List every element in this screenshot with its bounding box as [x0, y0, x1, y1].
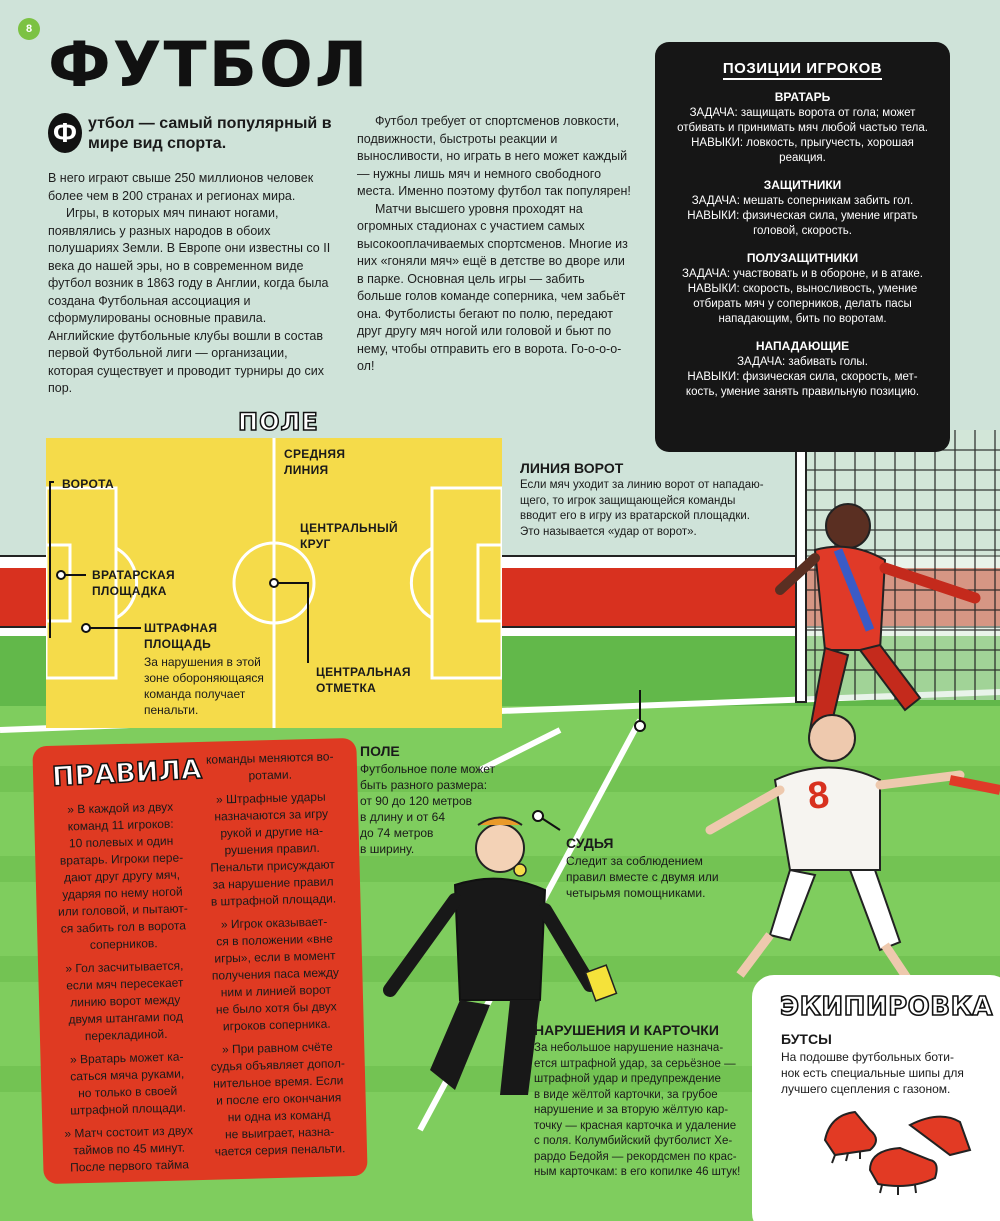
callout-line: в виде жёлтой карточки, за грубое [534, 1088, 718, 1101]
field-label-line: ЦЕНТРАЛЬНЫЙ [300, 521, 398, 535]
callout-line: штрафной удар и предупреждение [534, 1073, 721, 1085]
field-label-line: ЛИНИЯ [284, 463, 329, 477]
field-label-line: СРЕДНЯЯ [284, 447, 346, 461]
position-line: НАВЫКИ: физическая сила, скорость, мет- [687, 371, 918, 383]
rule-line: 10 полевых и один [68, 833, 174, 851]
position-line: ЗАДАЧА: забивать голы. [737, 356, 868, 368]
rule-line: получения паса между [211, 965, 340, 983]
rule-line: или головой, и пытают- [57, 901, 188, 919]
rule-line: команды меняются во- [205, 749, 334, 767]
rules-title: ПРАВИЛА [51, 754, 203, 793]
position-defenders [667, 178, 938, 239]
callout-title: СУДЬЯ [566, 835, 614, 851]
position-line: НАВЫКИ: ловкость, прыгучесть, хорошая [691, 137, 914, 149]
position-name: НАПАДАЮЩИЕ [755, 339, 850, 353]
field-label-line: ОТМЕТКА [316, 681, 377, 695]
position-line: НАВЫКИ: физическая сила, умение играть [687, 210, 918, 222]
rule-line: » Вратарь может ка- [69, 1049, 184, 1067]
field-label-line: ЦЕНТРАЛЬНАЯ [316, 665, 411, 679]
position-goalkeeper [667, 90, 938, 166]
field-penalty-description [144, 654, 264, 718]
callout-line: рардо Бедойя — рекордсмен по крас- [534, 1150, 737, 1163]
callout-line: ется штрафной удар, за серьёзное — [534, 1057, 736, 1070]
rule-line: дают друг другу мяч, [63, 867, 181, 885]
rule-line: и после его окончания [215, 1090, 342, 1108]
position-line: головой, скорость. [753, 225, 852, 237]
callout-line: с поля. Колумбийский футболист Хе- [534, 1135, 733, 1147]
intro-paragraph: Матчи высшего уровня проходят на огромных стадионах с участием самых высокооплачиваемых спортсменов. Многие из них «гоняли мяч» ещё в детстве во дворе или в парке. Основная цель игры — забить больше голов команде соперника, чем забьёт она. Футболисты бегают по полю, передают друг другу мяч ногой или головой и бьют по нему, чтобы отправить его в ворота. Го-о-о-о-ол! [357, 201, 628, 373]
field-label-line: ШТРАФНАЯ [144, 621, 218, 635]
rules-column-2 [195, 748, 356, 1167]
callout-title: ЛИНИЯ ВОРОТ [520, 460, 624, 476]
goal-line-callout [520, 460, 790, 540]
position-line: ЗАДАЧА: участвовать и в обороне, и в атаке. [682, 268, 923, 280]
position-line: реакция. [779, 152, 826, 164]
boots-line: На подошве футбольных боти- [781, 1050, 954, 1064]
position-midfielders [667, 251, 938, 327]
position-name: ПОЛУЗАЩИТНИКИ [746, 251, 859, 265]
boots-title: БУТСЫ [781, 1031, 832, 1047]
callout-title: НАРУШЕНИЯ И КАРТОЧКИ [534, 1022, 719, 1038]
rule-line: не было хотя бы двух [215, 999, 337, 1017]
rule-item [196, 788, 349, 911]
position-name: ЗАЩИТНИКИ [763, 178, 842, 192]
callout-line: четырьмя помощниками. [566, 886, 706, 900]
rules-column-1 [51, 798, 199, 1182]
position-line: ЗАДАЧА: мешать соперникам забить гол. [691, 195, 914, 207]
rule-item [199, 913, 352, 1036]
field-label-halfway-line [284, 446, 345, 478]
rule-line: чается серия пенальти. [214, 1141, 346, 1159]
rule-item [51, 798, 193, 955]
callout-line: Футбольное поле может [360, 762, 495, 776]
rule-line: ни одна из команд [227, 1107, 331, 1125]
rule-line: ударяя по нему ногой [62, 884, 183, 902]
page-number: 8 [18, 18, 40, 40]
rule-line: не выиграет, назна- [224, 1124, 335, 1142]
field-desc-line: зоне обороняющаяся [144, 671, 264, 685]
rule-line: саться мяча руками, [70, 1066, 185, 1084]
rule-line: рушения правил. [224, 840, 320, 858]
callout-line: Следит за соблюдением [566, 854, 703, 868]
field-label-line: ПЛОЩАДКА [92, 584, 167, 598]
callout-line: правил вместе с двумя или [566, 870, 719, 884]
rule-line: ротами. [248, 767, 293, 783]
lead-paragraph [48, 112, 338, 154]
rule-item [55, 957, 195, 1046]
boots-line: лучшего сцепления с газоном. [781, 1082, 951, 1096]
rule-item [195, 748, 346, 786]
position-line: НАВЫКИ: скорость, выносливость, умение [687, 283, 918, 295]
rule-line: После первого тайма [69, 1157, 190, 1175]
rule-line: вратарь. Игроки пере- [59, 850, 184, 868]
intro-paragraph: В него играют свыше 250 миллионов человек более чем в 200 странах и регионах мира. [48, 171, 314, 203]
rule-line: перекладиной. [84, 1026, 168, 1044]
rule-item [58, 1048, 198, 1120]
rule-line: таймов по 45 минут. [73, 1140, 186, 1158]
rule-line: игроков соперника. [222, 1016, 331, 1034]
rule-item [60, 1122, 199, 1177]
rule-line: двумя штангами под [68, 1009, 184, 1027]
rule-line: штрафной площади. [70, 1100, 187, 1118]
rule-line: назначаются за игру [214, 806, 329, 824]
rule-line: » Матч состоит из двух [64, 1123, 194, 1141]
position-line: отбирать мяч у соперников, делать пасы [693, 298, 912, 310]
field-label-line: КРУГ [300, 537, 331, 551]
field-diagram-title: ПОЛЕ [238, 408, 319, 436]
intro-paragraph: Футбол требует от спортсменов ловкости, подвижности, быстроты реакции и выносливости, но играть в него может каждый — нужны лишь мяч и немного свободного места. Именно поэтому футбол так популярен! [357, 114, 631, 198]
field-desc-line: пенальти. [144, 703, 199, 717]
rule-line: если мяч пересекает [66, 975, 184, 993]
rule-line: » Игрок оказывает- [220, 914, 328, 932]
field-label-line: ПЛОЩАДЬ [144, 637, 211, 651]
rule-line: рукой и другие на- [220, 823, 324, 841]
boots-description [781, 1049, 986, 1097]
striker-illustration [710, 715, 1000, 990]
rule-line: ним и линией ворот [220, 982, 332, 1000]
player-positions-box [655, 42, 950, 452]
field-label-center-mark [316, 664, 411, 696]
rule-line: » Штрафные удары [215, 789, 326, 807]
callout-line: ным карточкам: в его копилке 46 штук! [534, 1166, 741, 1178]
callout-line: от 90 до 120 метров [360, 794, 473, 808]
field-desc-line: За нарушения в этой [144, 655, 261, 669]
rule-line: » В каждой из двух [67, 799, 174, 817]
rule-line: » Гол засчитывается, [65, 958, 184, 976]
rule-line: соперников. [89, 936, 158, 952]
position-line: кость, умение занять правильную позицию. [685, 386, 920, 398]
callout-line: Это называется «удар от ворот». [520, 525, 697, 538]
dropcap: Ф [48, 113, 82, 153]
rule-line: » При равном счёте [221, 1039, 333, 1057]
rule-line: но только в своей [77, 1083, 178, 1101]
referee-callout [566, 835, 746, 901]
callout-line: в длину и от 64 [360, 810, 446, 824]
rule-line: Пенальти присуждают [210, 857, 335, 875]
callout-line: вводит его в игру из вратарской площадки. [520, 510, 750, 522]
callout-line: быть разного размера: [360, 778, 488, 792]
pitch-size-callout [360, 743, 510, 857]
position-name: ВРАТАРЬ [774, 90, 831, 104]
position-forwards [667, 339, 938, 400]
callout-line: точку — красная карточка и удаление [534, 1119, 737, 1132]
field-label-goal-area [92, 567, 175, 599]
rule-line: ся забить гол в ворота [60, 918, 187, 936]
rule-line: за нарушение правил [212, 874, 334, 892]
field-label-center-circle [300, 520, 398, 552]
rule-line: нительное время. Если [212, 1073, 344, 1091]
callout-line: нарушение и за вторую жёлтую кар- [534, 1104, 729, 1116]
field-label-line: ВРАТАРСКАЯ [92, 568, 175, 582]
intro-column-2 [357, 113, 632, 376]
player-jersey-number: 8 [805, 774, 832, 818]
rule-line: игры», если в момент [214, 948, 336, 966]
position-line: отбивать и принимать мяч любой частью тела. [677, 122, 928, 134]
callout-title: ПОЛЕ [360, 743, 400, 759]
field-diagram [46, 438, 502, 728]
rule-item [202, 1038, 355, 1161]
callout-line: За небольшое нарушение назнача- [534, 1042, 724, 1054]
lead-text: утбол — самый популярный в мире вид спорта. [88, 115, 332, 152]
rule-line: команд 11 игроков: [67, 816, 174, 834]
page-title: ФУТБОЛ [48, 28, 370, 101]
callout-line: Если мяч уходит за линию ворот от нападаю- [520, 479, 764, 491]
equipment-title: ЭКИПИРОВКА [780, 992, 993, 1022]
positions-title: ПОЗИЦИИ ИГРОКОВ [723, 60, 882, 80]
callout-line: в ширину. [360, 842, 415, 856]
position-line: нападающим, бить по воротам. [718, 313, 887, 325]
rule-line: судья объявляет допол- [210, 1056, 346, 1074]
fouls-callout [534, 1022, 749, 1181]
field-label-goal: ВОРОТА [62, 477, 114, 491]
callout-line: до 74 метров [360, 826, 434, 840]
field-desc-line: команда получает [144, 687, 246, 701]
rule-line: в штрафной площади. [210, 891, 337, 909]
intro-paragraph: Игры, в которых мяч пинают ногами, появлялись у разных народов в обоих полушариях Земли. В Европе они известны со II века до нашей эры, но в современном виде футбол возник в 1863 году в Англии, когда была создана Футбольная ассоциация и сформулированы основные правила. Английские футбольные клубы вошли в состав первой Футбольной лиги — организации, которая существует и проводит турниры до сих пор. [48, 206, 331, 395]
callout-line: щего, то игрок защищающейся команды [520, 494, 736, 507]
rule-line: ся в положении «вне [216, 931, 333, 949]
field-label-penalty-area [144, 620, 217, 652]
intro-column-1 [48, 170, 333, 398]
football-boots-icon [810, 1100, 990, 1210]
rule-line: линию ворот между [70, 992, 181, 1010]
boots-line: нок есть специальные шипы для [781, 1066, 964, 1080]
position-line: ЗАДАЧА: защищать ворота от гола; может [689, 107, 916, 119]
